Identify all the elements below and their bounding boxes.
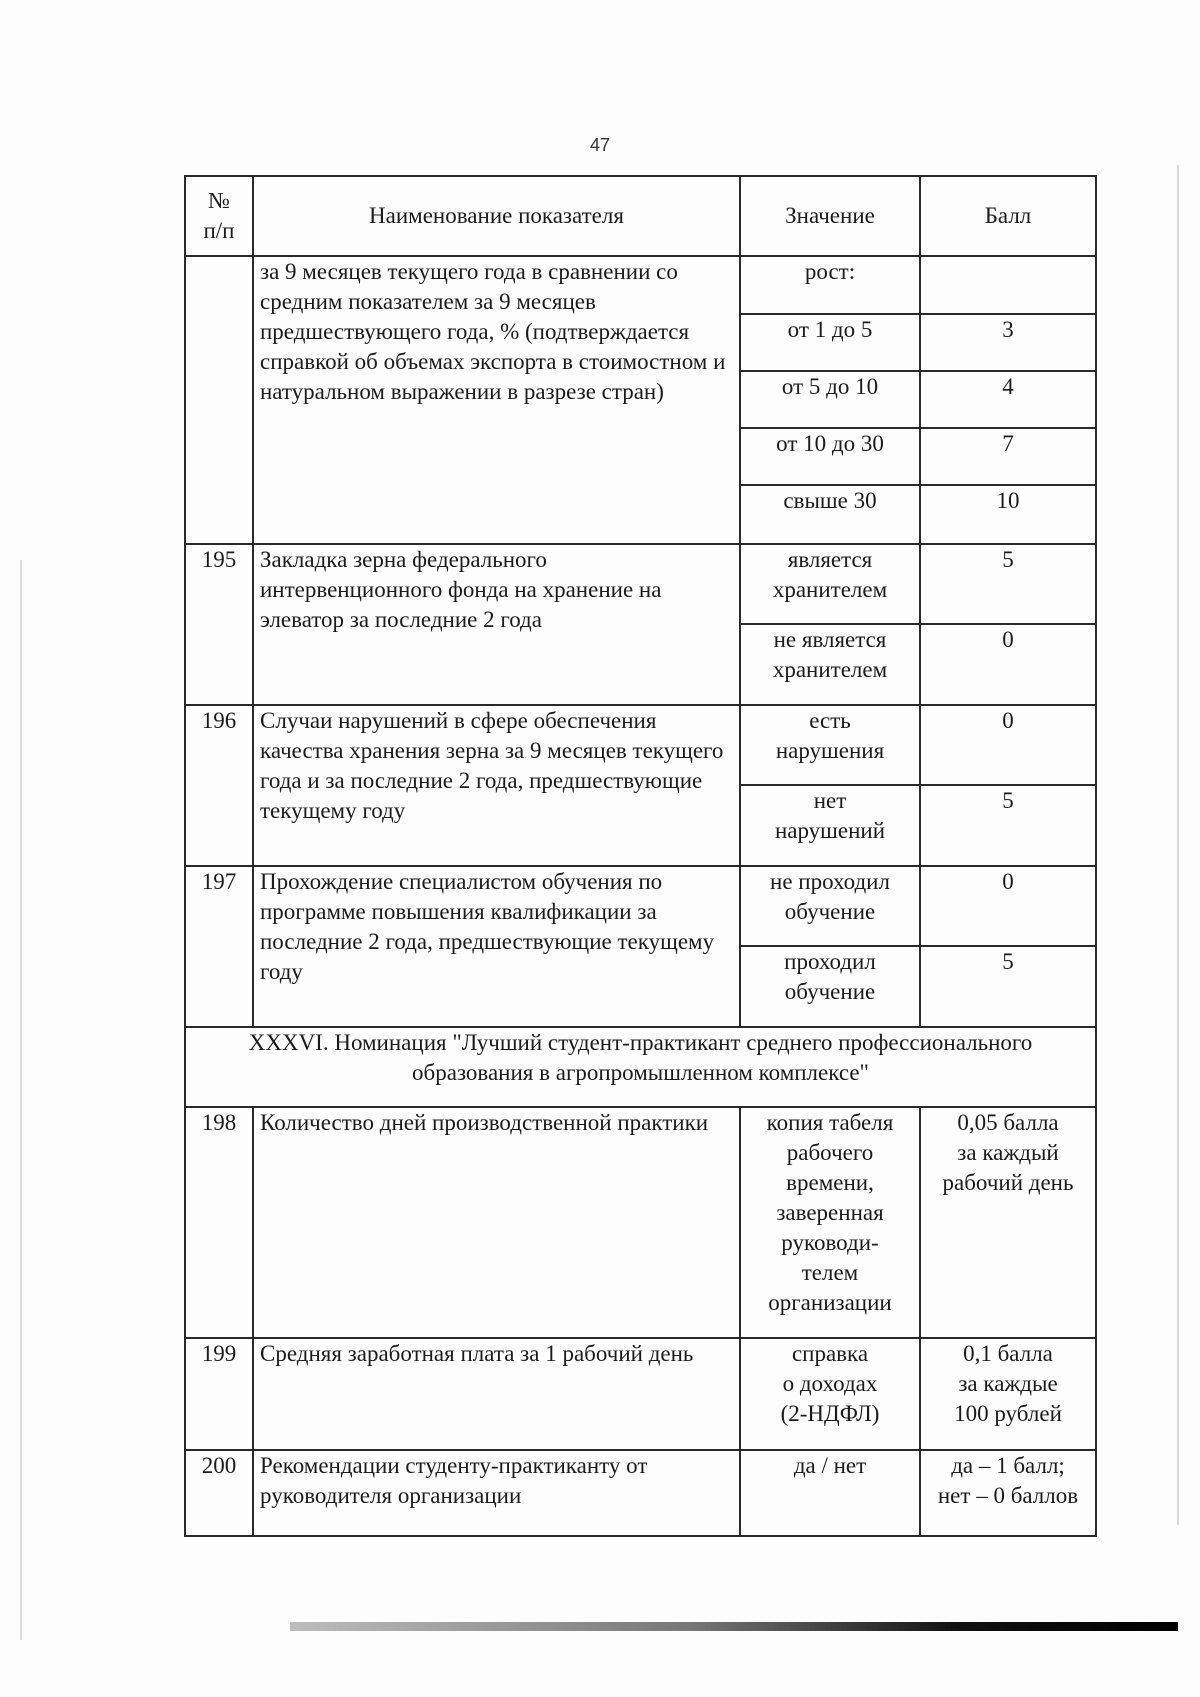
bottom-scan-rule	[290, 1622, 1178, 1631]
option-value: не проходил обучение	[740, 866, 920, 946]
row-score: 0,1 балла за каждые 100 рублей	[920, 1338, 1096, 1450]
row-num-empty	[185, 256, 253, 544]
row-value: справка о доходах (2-НДФЛ)	[740, 1338, 920, 1450]
option-value: есть нарушения	[740, 705, 920, 785]
option-value: рост:	[740, 256, 920, 314]
row-name: Средняя заработная плата за 1 рабочий день	[253, 1338, 740, 1450]
header-num: № п/п	[185, 176, 253, 256]
scan-edge-mark	[1177, 165, 1179, 1525]
continuation-name: за 9 месяцев текущего года в сравнении со средним показателем за 9 месяцев предшествующего года, % (подтверждается справкой об объемах экспорта в стоимостном и натуральном выражении в разрезе стран)	[253, 256, 740, 544]
option-value: от 10 до 30	[740, 428, 920, 485]
table-row	[185, 1107, 1096, 1338]
row-name: Количество дней производственной практики	[253, 1107, 740, 1338]
row-score: 0,05 балла за каждый рабочий день	[920, 1107, 1096, 1338]
option-score: 5	[920, 946, 1096, 1027]
row-name: Прохождение специалистом обучения по программе повышения квалификации за последние 2 года, предшествующие текущему году	[253, 866, 740, 1027]
section-row	[185, 1027, 1096, 1107]
row-num: 198	[185, 1107, 253, 1338]
row-name: Рекомендации студенту-практиканту от руководителя организации	[253, 1450, 740, 1536]
row-value: копия табеля рабочего времени, заверенная руководи- телем организации	[740, 1107, 920, 1338]
table-row	[185, 256, 1096, 314]
row-num: 195	[185, 544, 253, 705]
option-score: 5	[920, 785, 1096, 866]
option-value: проходил обучение	[740, 946, 920, 1027]
row-num: 200	[185, 1450, 253, 1536]
section-title: XXXVI. Номинация "Лучший студент-практикант среднего профессионального образования в агропромышленном комплексе"	[185, 1027, 1096, 1107]
option-value: является хранителем	[740, 544, 920, 624]
row-name: Случаи нарушений в сфере обеспечения качества хранения зерна за 9 месяцев текущего года и за последние 2 года, предшествующие текущему году	[253, 705, 740, 866]
row-name: Закладка зерна федерального интервенционного фонда на хранение на элеватор за последние 2 года	[253, 544, 740, 705]
option-value: от 1 до 5	[740, 314, 920, 371]
option-score: 10	[920, 485, 1096, 544]
table-row	[185, 544, 1096, 624]
row-num: 199	[185, 1338, 253, 1450]
row-value: да / нет	[740, 1450, 920, 1536]
option-value: свыше 30	[740, 485, 920, 544]
option-score: 3	[920, 314, 1096, 371]
option-score: 4	[920, 371, 1096, 428]
option-value: от 5 до 10	[740, 371, 920, 428]
option-score: 5	[920, 544, 1096, 624]
row-score: да – 1 балл; нет – 0 баллов	[920, 1450, 1096, 1536]
option-value: нет нарушений	[740, 785, 920, 866]
option-score: 0	[920, 866, 1096, 946]
option-score	[920, 256, 1096, 314]
header-name: Наименование показателя	[253, 176, 740, 256]
table-row	[185, 866, 1096, 946]
option-score: 0	[920, 705, 1096, 785]
option-score: 7	[920, 428, 1096, 485]
header-value: Значение	[740, 176, 920, 256]
page-number: 47	[589, 135, 611, 155]
option-score: 0	[920, 624, 1096, 705]
criteria-table	[184, 175, 1097, 1537]
table-row	[185, 1450, 1096, 1536]
row-num: 196	[185, 705, 253, 866]
table-row	[185, 1338, 1096, 1450]
header-score: Балл	[920, 176, 1096, 256]
option-value: не является хранителем	[740, 624, 920, 705]
scan-edge-mark	[20, 560, 22, 1640]
table-row	[185, 705, 1096, 785]
row-num: 197	[185, 866, 253, 1027]
table-header-row	[185, 176, 1096, 256]
